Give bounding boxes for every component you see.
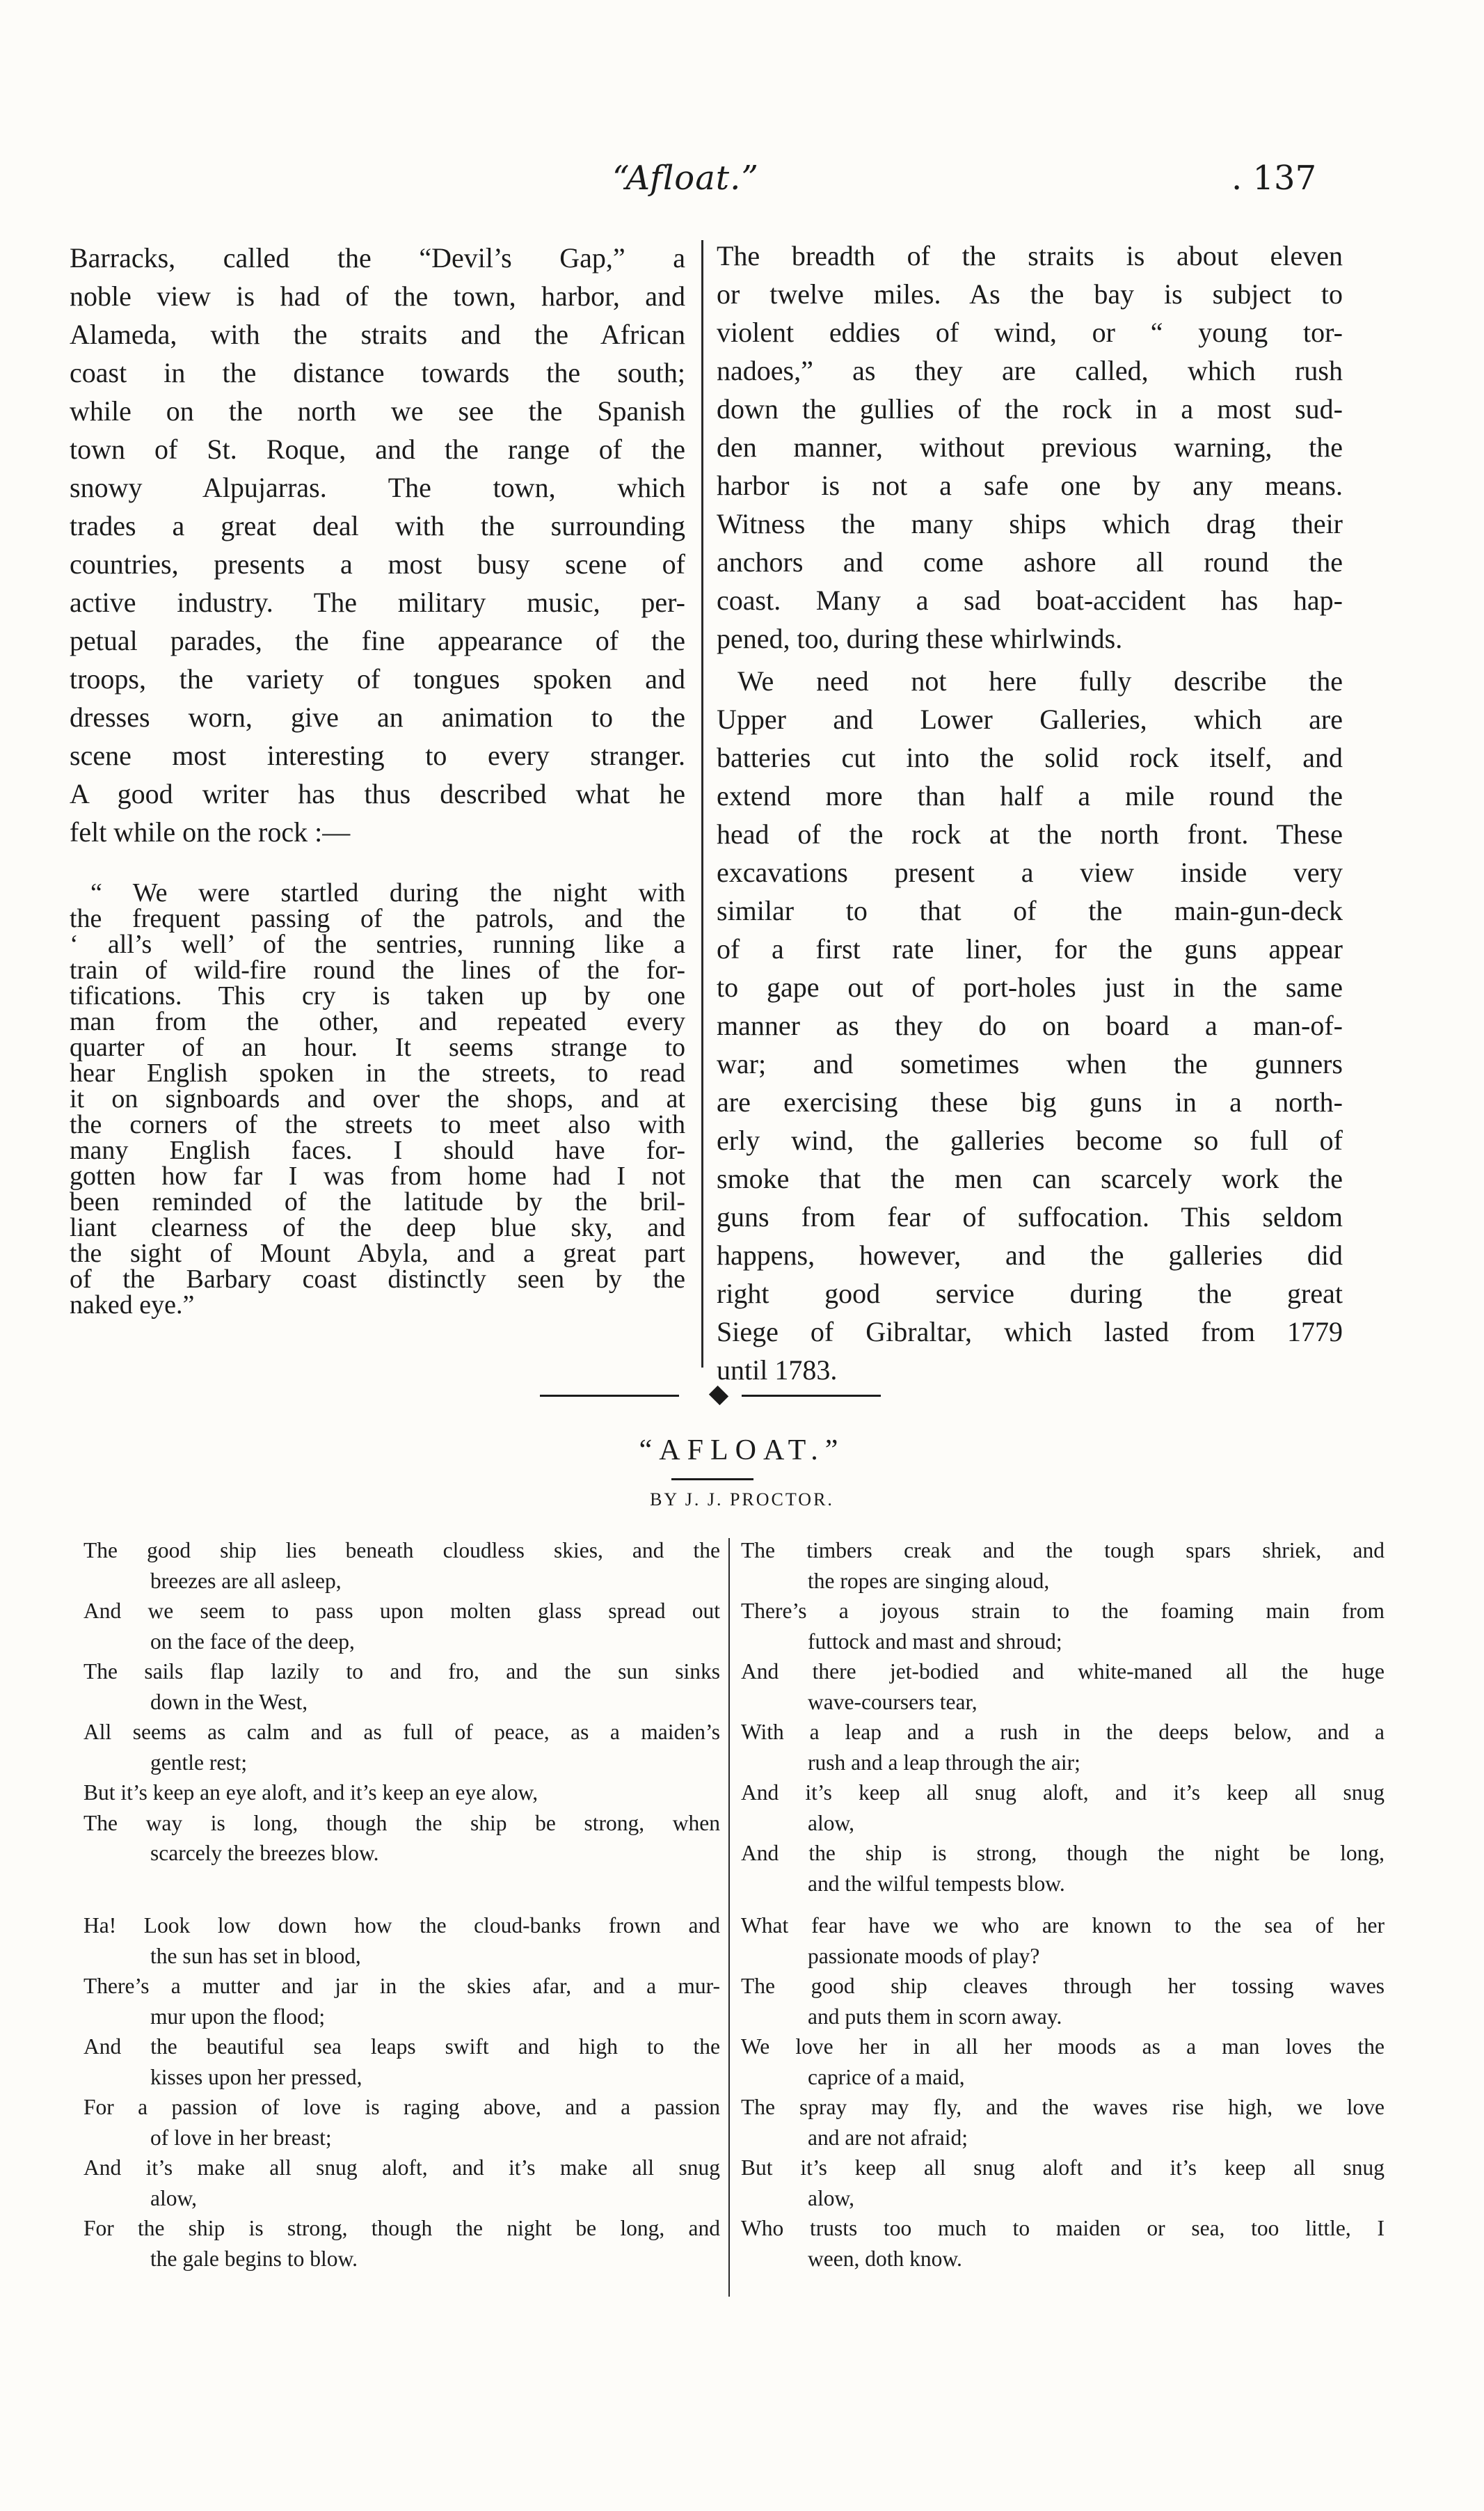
- verse-line-continuation: the gale begins to blow.: [150, 2246, 358, 2271]
- text-line: “ We were startled during the night with: [90, 878, 685, 908]
- text-line: violent eddies of wind, or “ young tor-: [717, 317, 1343, 348]
- verse-line: [741, 2213, 1385, 2274]
- poem-column-divider: [728, 1538, 730, 2297]
- verse-line-text: Who trusts too much to maiden or sea, too little, I: [741, 2216, 1385, 2240]
- verse-line: [741, 1717, 1385, 1777]
- text-line: quarter of an hour. It seems strange to: [70, 1033, 685, 1062]
- text-line: the sight of Mount Abyla, and a great part: [70, 1239, 685, 1268]
- verse-line-continuation: down in the West,: [150, 1689, 308, 1714]
- text-line: petual parades, the fine appearance of the: [70, 625, 685, 656]
- text-line: The breadth of the straits is about eleven: [717, 240, 1343, 271]
- text-line: Upper and Lower Galleries, which are: [717, 704, 1343, 735]
- text-line: head of the rock at the north front. These: [717, 818, 1343, 850]
- verse-line: [83, 1777, 720, 1808]
- text-line: Siege of Gibraltar, which lasted from 1779: [717, 1316, 1343, 1347]
- verse-line: [83, 1596, 720, 1656]
- verse-line-continuation: kisses upon her pressed,: [150, 2064, 362, 2089]
- text-line: coast in the distance towards the south;: [70, 357, 685, 388]
- verse-line-continuation: gentle rest;: [150, 1750, 248, 1775]
- text-line: it on signboards and over the shops, and at: [70, 1084, 685, 1114]
- text-line: erly wind, the galleries become so full of: [717, 1125, 1343, 1156]
- verse-line-text: But it’s keep an eye aloft, and it’s keep an eye alow,: [83, 1780, 538, 1805]
- verse-line: [83, 1971, 720, 2031]
- text-line: war; and sometimes when the gunners: [717, 1048, 1343, 1079]
- text-line: to gape out of port-holes just in the same: [717, 972, 1343, 1003]
- verse-line-text: But it’s keep all snug aloft and it’s keep all snug: [741, 2155, 1385, 2180]
- text-line: coast. Many a sad boat-accident has hap-: [717, 585, 1343, 616]
- verse-line-text: The timbers creak and the tough spars shriek, and: [741, 1538, 1385, 1562]
- verse-line-text: The good ship lies beneath cloudless skies, and the: [83, 1538, 720, 1562]
- left-column: [70, 239, 685, 1318]
- verse-line-text: And the ship is strong, though the night be long,: [741, 1841, 1385, 1865]
- verse-line: [741, 1838, 1385, 1899]
- text-line: right good service during the great: [717, 1278, 1343, 1309]
- text-line: We need not here fully describe the: [737, 665, 1343, 697]
- ornament-rule-right: [742, 1395, 881, 1397]
- text-line: Barracks, called the “Devil’s Gap,” a: [70, 242, 685, 274]
- verse-line: [741, 1910, 1385, 1971]
- text-line: happens, however, and the galleries did: [717, 1239, 1343, 1271]
- text-line: extend more than half a mile round the: [717, 780, 1343, 811]
- verse-line-text: And the beautiful sea leaps swift and high to the: [83, 2034, 720, 2059]
- verse-line-continuation: ween, doth know.: [808, 2246, 962, 2271]
- section-ornament: [540, 1388, 902, 1404]
- verse-line: [83, 1535, 720, 1596]
- text-line: tifications. This cry is taken up by one: [70, 981, 685, 1011]
- column-divider: [701, 240, 703, 1368]
- verse-line-text: For the ship is strong, though the night be long, and: [83, 2216, 720, 2240]
- verse-line: [83, 1808, 720, 1869]
- verse-line-continuation: breezes are all asleep,: [150, 1568, 342, 1593]
- verse-line-text: The spray may fly, and the waves rise high, we love: [741, 2095, 1385, 2119]
- verse-line-continuation: the sun has set in blood,: [150, 1943, 361, 1968]
- text-line: been reminded of the latitude by the bril-: [70, 1187, 685, 1217]
- text-line: noble view is had of the town, harbor, and: [70, 280, 685, 312]
- verse-line: [741, 2092, 1385, 2153]
- running-title: “Afloat.”: [612, 159, 759, 198]
- poem-byline: BY J. J. PROCTOR.: [650, 1489, 834, 1510]
- text-line: batteries cut into the solid rock itself, and: [717, 742, 1343, 773]
- text-line: naked eye.”: [70, 1290, 195, 1320]
- verse-line: [741, 1535, 1385, 1596]
- text-line: dresses worn, give an animation to the: [70, 702, 685, 733]
- verse-line: [741, 1971, 1385, 2031]
- verse-line: [83, 1717, 720, 1777]
- text-line: felt while on the rock :—: [70, 816, 351, 848]
- verse-line-text: There’s a joyous strain to the foaming main from: [741, 1599, 1385, 1623]
- text-line: anchors and come ashore all round the: [717, 546, 1343, 578]
- title-rule: [671, 1478, 753, 1480]
- verse-line-continuation: the ropes are singing aloud,: [808, 1568, 1050, 1593]
- stanza-1-right: [741, 1535, 1385, 1899]
- verse-line-continuation: and puts them in scorn away.: [808, 2004, 1062, 2029]
- verse-line: [83, 2031, 720, 2092]
- block-quote: [70, 880, 685, 1318]
- poem-title: “AFLOAT.”: [639, 1434, 845, 1466]
- verse-line-text: The way is long, though the ship be strong, when: [83, 1810, 720, 1835]
- verse-line: [741, 2031, 1385, 2092]
- verse-line-text: We love her in all her moods as a man loves the: [741, 2034, 1385, 2059]
- text-line: ‘ all’s well’ of the sentries, running like a: [70, 930, 685, 959]
- verse-line-text: All seems as calm and as full of peace, as a maiden’s: [83, 1720, 720, 1744]
- text-line: town of St. Roque, and the range of the: [70, 434, 685, 465]
- text-line: the frequent passing of the patrols, and the: [70, 904, 685, 933]
- verse-line-text: And we seem to pass upon molten glass spread out: [83, 1599, 720, 1623]
- text-line: manner as they do on board a man-of-: [717, 1010, 1343, 1041]
- verse-line: [741, 1656, 1385, 1717]
- text-line: snowy Alpujarras. The town, which: [70, 472, 685, 503]
- text-line: guns from fear of suffocation. This seldom: [717, 1201, 1343, 1233]
- stanza-2-left: [83, 1910, 720, 2274]
- verse-line-continuation: and the wilful tempests blow.: [808, 1871, 1065, 1896]
- verse-line-continuation: caprice of a maid,: [808, 2064, 965, 2089]
- verse-line-continuation: alow,: [808, 1810, 855, 1835]
- right-paragraph-1: [717, 237, 1343, 658]
- stanza-1-left: [83, 1535, 720, 1869]
- verse-line: [83, 2153, 720, 2213]
- text-line: until 1783.: [717, 1354, 838, 1386]
- verse-line-text: The sails flap lazily to and fro, and the sun sinks: [83, 1659, 720, 1684]
- verse-line-text: And it’s keep all snug aloft, and it’s keep all snug: [741, 1780, 1385, 1805]
- verse-line-continuation: wave-coursers tear,: [808, 1689, 978, 1714]
- text-line: of the Barbary coast distinctly seen by the: [70, 1265, 685, 1294]
- verse-line: [83, 1656, 720, 1717]
- verse-line-text: What fear have we who are known to the sea of her: [741, 1913, 1385, 1938]
- text-line: smoke that the men can scarcely work the: [717, 1163, 1343, 1194]
- text-line: liant clearness of the deep blue sky, and: [70, 1213, 685, 1242]
- verse-line-continuation: passionate moods of play?: [808, 1943, 1040, 1968]
- page-header: [0, 159, 1484, 207]
- text-line: the corners of the streets to meet also with: [70, 1110, 685, 1139]
- text-line: countries, presents a most busy scene of: [70, 548, 685, 580]
- verse-line-text: And there jet-bodied and white-maned all the huge: [741, 1659, 1385, 1684]
- text-line: are exercising these big guns in a north-: [717, 1086, 1343, 1118]
- verse-line-text: There’s a mutter and jar in the skies afar, and a mur-: [83, 1974, 720, 1998]
- text-line: Alameda, with the straits and the African: [70, 319, 685, 350]
- verse-line-continuation: mur upon the flood;: [150, 2004, 326, 2029]
- text-line: scene most interesting to every stranger.: [70, 740, 685, 771]
- text-line: many English faces. I should have for-: [70, 1136, 685, 1165]
- verse-line-continuation: and are not afraid;: [808, 2125, 968, 2150]
- verse-line-text: For a passion of love is raging above, and a passion: [83, 2095, 720, 2119]
- verse-line-continuation: rush and a leap through the air;: [808, 1750, 1080, 1775]
- verse-line-continuation: alow,: [808, 2185, 855, 2210]
- verse-line: [83, 2092, 720, 2153]
- text-line: train of wild-fire round the lines of the for-: [70, 956, 685, 985]
- verse-line: [741, 2153, 1385, 2213]
- verse-line-continuation: of love in her breast;: [150, 2125, 332, 2150]
- text-line: or twelve miles. As the bay is subject to: [717, 278, 1343, 310]
- text-line: similar to that of the main-gun-deck: [717, 895, 1343, 926]
- verse-line: [741, 1596, 1385, 1656]
- right-column: [717, 237, 1343, 1389]
- verse-line-continuation: alow,: [150, 2185, 198, 2210]
- verse-line-continuation: scarcely the breezes blow.: [150, 1841, 379, 1865]
- stanza-2-right: [741, 1910, 1385, 2274]
- verse-line-continuation: on the face of the deep,: [150, 1629, 355, 1654]
- text-line: harbor is not a safe one by any means.: [717, 470, 1343, 501]
- verse-line-continuation: futtock and mast and shroud;: [808, 1629, 1062, 1654]
- right-paragraph-2: [717, 662, 1343, 1389]
- left-paragraph: [70, 239, 685, 851]
- verse-line-text: Ha! Look low down how the cloud-banks frown and: [83, 1913, 720, 1938]
- verse-line-text: The good ship cleaves through her tossing waves: [741, 1974, 1385, 1998]
- text-line: nadoes,” as they are called, which rush: [717, 355, 1343, 386]
- text-line: man from the other, and repeated every: [70, 1007, 685, 1036]
- verse-line: [741, 1777, 1385, 1838]
- text-line: of a first rate liner, for the guns appear: [717, 933, 1343, 965]
- text-line: gotten how far I was from home had I not: [70, 1162, 685, 1191]
- text-line: while on the north we see the Spanish: [70, 395, 685, 427]
- text-line: A good writer has thus described what he: [70, 778, 685, 809]
- text-line: den manner, without previous warning, the: [717, 431, 1343, 463]
- verse-line: [83, 2213, 720, 2274]
- text-line: active industry. The military music, per-: [70, 587, 685, 618]
- text-line: trades a great deal with the surrounding: [70, 510, 685, 541]
- text-line: hear English spoken in the streets, to read: [70, 1059, 685, 1088]
- ornament-rule-left: [540, 1395, 679, 1397]
- text-line: pened, too, during these whirlwinds.: [717, 623, 1123, 654]
- verse-line-text: And it’s make all snug aloft, and it’s make all snug: [83, 2155, 720, 2180]
- verse-line: [83, 1910, 720, 1971]
- text-line: troops, the variety of tongues spoken and: [70, 663, 685, 695]
- text-line: down the gullies of the rock in a most sud-: [717, 393, 1343, 425]
- ornament-diamond: [709, 1386, 728, 1405]
- page-number: . 137: [1231, 159, 1317, 198]
- text-line: excavations present a view inside very: [717, 857, 1343, 888]
- verse-line-text: With a leap and a rush in the deeps below, and a: [741, 1720, 1385, 1744]
- text-line: Witness the many ships which drag their: [717, 508, 1343, 539]
